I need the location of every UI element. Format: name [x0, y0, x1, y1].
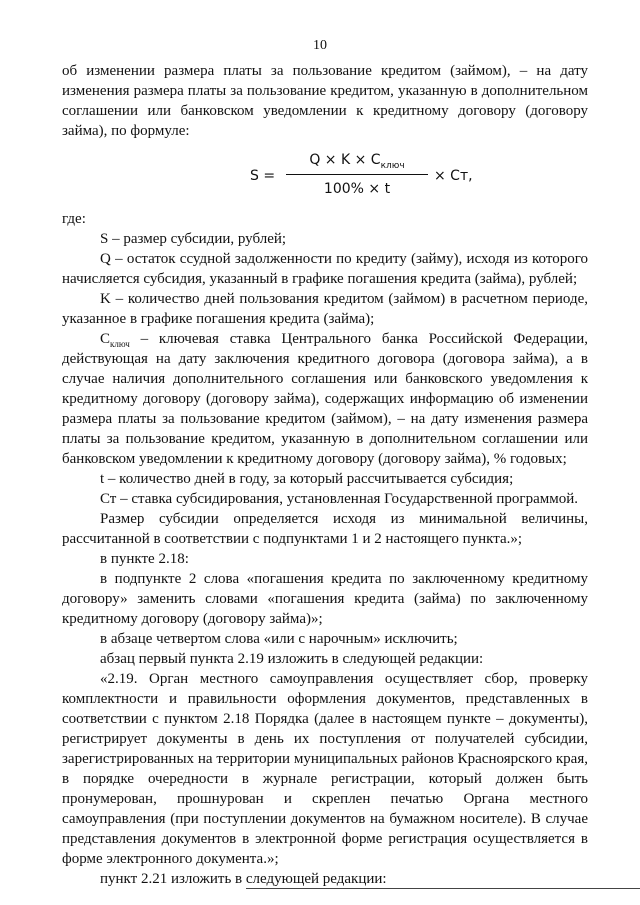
document-body: [62, 61, 588, 889]
definition-c-key: [62, 329, 588, 469]
clause-2-19-text: «2.19. Орган местного самоуправления осуществляет сбор, проверку комплектности и правильности оформления документов, представленных в соответствии с пунктом 2.18 Порядка (далее в настоящем пункте – документы), регистрирует документы в день их поступления от получателей субсидии, зарегистрированных на территории муниципальных районов Красноярского края, в порядке очередности в журнале регистрации, который должен быть пронумерован, прошнурован и скреплен печатью Органа местного самоуправления (при поступлении документов на бумажном носителе). В случае представления документов в электронной форме регистрация осуществляется в форме электронного документа.»;: [62, 671, 588, 867]
definition-c-symbol: C: [100, 331, 111, 347]
subsidy-size-paragraph: Размер субсидии определяется исходя из минимальной величины, рассчитанной в соответствии с подпунктами 1 и 2 настоящего пункта.»;: [62, 511, 588, 547]
formula-numerator-main: Q × K × C: [309, 152, 381, 168]
definition-c-text: – ключевая ставка Центрального банка Российской Федерации, действующая на дату заключения кредитного договора (договора займа), а в случае наличия дополнительного соглашения или банковского уведомления к кредитному договору (договору займа), содержащих информацию об изменении размера платы за пользование кредитом (займом), – на дату изменения размера платы за пользование кредитом, указанную в дополнительном соглашении или банковском уведомлении к кредитному договору (договору займа), % годовых;: [62, 331, 588, 467]
clause-2-18-paragraph: в пункте 2.18:: [100, 551, 189, 567]
formula-rhs: × Ст,: [434, 168, 473, 184]
formula-fraction: [286, 149, 428, 200]
definition-t: t – количество дней в году, за который рассчитывается субсидия;: [100, 471, 514, 487]
subsidy-formula: [62, 149, 588, 203]
page-number: 10: [313, 38, 327, 53]
definition-s: S – размер субсидии, рублей;: [100, 231, 287, 247]
where-label: где:: [62, 211, 86, 227]
definition-k: K – количество дней пользования кредитом (займом) в расчетном периоде, указанное в графике погашения кредита (займа);: [62, 291, 588, 327]
page-bottom-rule: [246, 888, 640, 889]
formula-denominator: 100% × t: [323, 181, 391, 197]
subclause-2-paragraph: в подпункте 2 слова «погашения кредита по заключенному кредитному договору» заменить словами «погашения кредита (займа) по заключенному кредитному договору (договору займа)»;: [62, 571, 588, 627]
intro-paragraph: об изменении размера платы за пользование кредитом (займом), – на дату изменения размера платы за пользование кредитом, указанную в дополнительном соглашении или банковском уведомлении к кредитному договору (договору займа), по формуле:: [62, 63, 588, 139]
formula-lhs: S =: [250, 168, 276, 184]
clause-2-19-intro: абзац первый пункта 2.19 изложить в следующей редакции:: [100, 651, 484, 667]
definition-st: Ст – ставка субсидирования, установленная Государственной программой.: [100, 491, 579, 507]
definition-c-subscript: ключ: [110, 339, 130, 349]
clause-2-21-paragraph: пункт 2.21 изложить в следующей редакции:: [100, 871, 387, 887]
formula-numerator-subscript: ключ: [380, 160, 405, 171]
formula-numerator: [286, 149, 428, 171]
definition-q: Q – остаток ссудной задолженности по кредиту (займу), исходя из которого начисляется субсидия, указанный в графике погашения кредита (займа), рублей;: [62, 251, 588, 287]
fraction-bar: [286, 174, 428, 175]
paragraph-four-amendment: в абзаце четвертом слова «или с нарочным» исключить;: [100, 631, 458, 647]
